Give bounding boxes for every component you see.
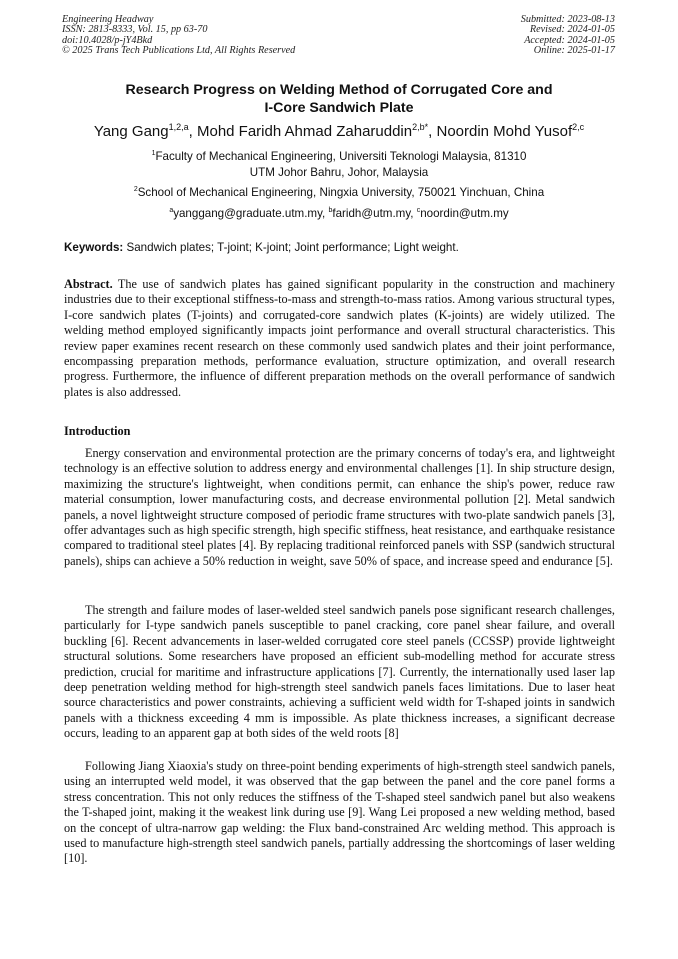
email-marker: c	[416, 207, 421, 215]
accepted-date: Accepted: 2024-01-05	[524, 34, 615, 46]
author-name: Noordin Mohd Yusof	[436, 123, 573, 140]
affiliation-marker: 2	[133, 186, 138, 194]
copyright-line: © 2025 Trans Tech Publications Ltd, All Rights Reserved	[62, 45, 296, 57]
email-marker: b	[328, 207, 333, 215]
email-address[interactable]: faridh@utm.my	[332, 207, 411, 220]
keywords-label: Keywords:	[64, 241, 124, 254]
title-line-2: I-Core Sandwich Plate	[264, 99, 414, 116]
introduction-heading: Introduction	[64, 424, 131, 438]
author-list	[40, 122, 638, 142]
email-address[interactable]: yanggang@graduate.utm.my	[173, 207, 323, 220]
submitted-date: Submitted: 2023-08-13	[520, 14, 615, 25]
doi-line: doi:10.4028/p-jY4Bkd	[62, 34, 153, 46]
paragraph-text: The strength and failure modes of laser-welded steel sandwich panels pose significant research challenges, particularly for I-type sandwich panels susceptible to panel cracking, core panel shear failure, and overall buckling [6]. Recent advancements in laser-welded corrugated core steel panels (CCSSP) provide lightweight structural solutions. Some researchers have proposed an efficient sub-modelling method for accurate stress prediction, crucial for maritime and infrastructure applications [7]. Currently, the internationally used laser lap deep penetration welding method for high-strength steel sandwich panels faces limitations. Due to laser heat source characteristics and power constraints, achieving a sufficient weld width for T-shaped joints in sandwich panels with a thickness exceeding 4 mm is impossible. As plate thickness increases, a significant decrease occurs, leading to an apparent gap at both sides of the weld roots [8]	[64, 603, 615, 741]
online-date: Online: 2025-01-17	[533, 45, 615, 57]
author-affiliation-marker: 2,c	[572, 122, 585, 132]
revised-date: Revised: 2024-01-05	[529, 24, 615, 36]
abstract	[64, 277, 615, 400]
introduction-paragraph-3	[64, 759, 615, 867]
email-separator: ,	[322, 207, 329, 220]
email-separator: ,	[410, 207, 417, 220]
author-affiliation-marker: 1,2,a	[168, 122, 189, 132]
affiliation-2-line-1: School of Mechanical Engineering, Ningxia University, 750021 Yinchuan, China	[137, 186, 545, 199]
author-separator: ,	[428, 123, 437, 140]
author-name: Mohd Faridh Ahmad Zaharuddin	[196, 123, 413, 140]
author-emails	[60, 207, 618, 221]
email-marker: a	[169, 207, 174, 215]
abstract-label: Abstract.	[64, 277, 113, 291]
keywords-text: Sandwich plates; T-joint; K-joint; Joint performance; Light weight.	[123, 241, 459, 254]
paragraph-text: Following Jiang Xiaoxia's study on three-point bending experiments of high-strength steel sandwich panels, using an interrupted weld model, it was observed that the gap between the panel and the core panel forms a stress concentration. This not only reduces the stiffness of the T-shaped steel sandwich panel but also weakens the T-shaped joint, making it the weakest link during use [9]. Wang Lei proposed a new welding method, based on the concept of ultra-narrow gap welding: the Flux band-constrained Arc welding method. This approach is used to manufacture high-strength steel sandwich panels, partially addressing the shortcomings of laser welding [10].	[64, 759, 615, 866]
keywords-line	[64, 241, 616, 255]
introduction-paragraph-2	[64, 603, 615, 742]
introduction-paragraph-1	[64, 446, 615, 569]
author-affiliation-marker: 2,b*	[412, 122, 429, 132]
paragraph-text: Energy conservation and environmental protection are the primary concerns of today's era, and lightweight technology is an effective solution to address energy and environmental challenges [1]. In ship structure design, maximizing the structure's lightweight, when conditions permit, can enhance the ship's power, reduce raw material consumption, lower manufacturing costs, and decrease environmental pollution [2]. Metal sandwich panels, a novel lightweight structure composed of periodic frame structures with two-plate sandwich panels [3], offer advantages such as high specific strength, high specific stiffness, heat resistance, and earthquake resistance compared to traditional steel plates [4]. By replacing traditional reinforced panels with SSP (sandwich structural panels), ships can achieve a 50% reduction in weight, save 50% of space, and increase speed and endurance [5].	[64, 446, 615, 568]
affiliation-marker: 1	[151, 150, 156, 158]
author-separator: ,	[188, 123, 197, 140]
publication-dates	[521, 15, 615, 57]
paper-title	[60, 82, 618, 117]
title-line-1: Research Progress on Welding Method of Corrugated Core and	[125, 82, 553, 98]
affiliation-1	[60, 149, 618, 180]
author-name: Yang Gang	[93, 123, 169, 140]
journal-info	[62, 15, 295, 57]
affiliation-2	[60, 185, 618, 201]
email-address[interactable]: noordin@utm.my	[420, 207, 509, 220]
journal-name: Engineering Headway	[62, 14, 154, 25]
abstract-text: The use of sandwich plates has gained significant popularity in the construction and machinery industries due to their exceptional stiffness-to-mass and strength-to-mass ratios. Among various structural types, I-core sandwich plates (T-joints) and corrugated-core sandwich plates (K-joints) are widely utilized. The welding method employed significantly impacts joint performance and overall structural characteristics. This review paper examines recent research on these commonly used sandwich plates and their joint performance, encompassing preparation methods, performance evaluation, structure optimization, and overall research progress. Furthermore, the influence of different preparation methods on the overall performance of sandwich plates is also addressed.	[64, 277, 615, 399]
affiliation-1-line-2: UTM Johor Bahru, Johor, Malaysia	[249, 165, 429, 179]
issn-line: ISSN: 2813-8333, Vol. 15, pp 63-70	[62, 24, 208, 36]
affiliation-1-line-1: Faculty of Mechanical Engineering, Universiti Teknologi Malaysia, 81310	[155, 150, 527, 163]
